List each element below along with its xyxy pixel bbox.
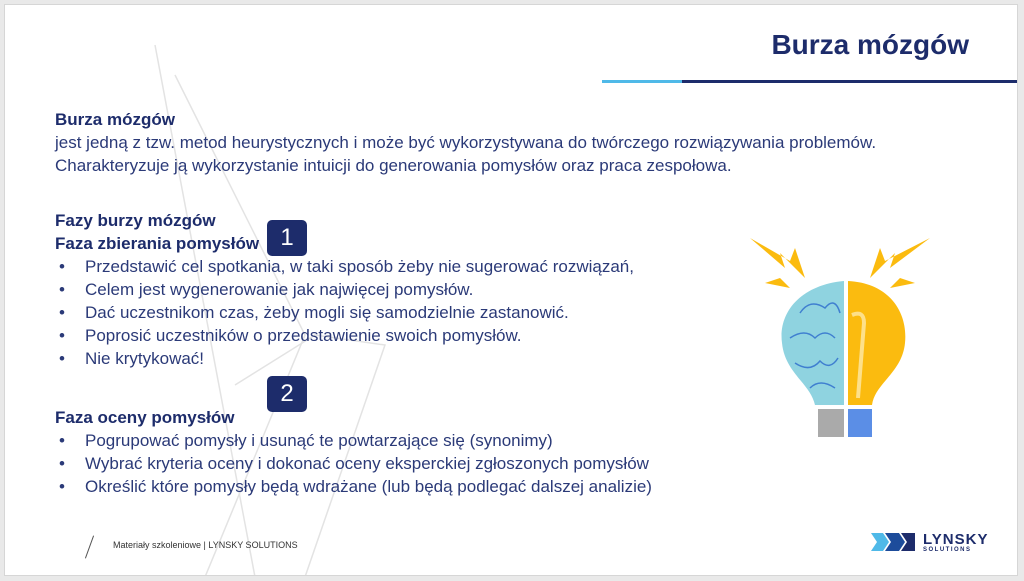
intro-line: jest jedną z tzw. metod heurystycznych i może być wykorzystywana do twórczego rozwiązywania problemów. — [55, 133, 877, 152]
brain-base — [818, 409, 844, 437]
logo-name: LYNSKY — [923, 530, 989, 548]
logo-chevron-icon — [871, 531, 917, 553]
logo-sub: SOLUTIONS — [923, 546, 972, 553]
bulb-half — [848, 281, 905, 405]
phase1-title: Faza zbierania pomysłów — [55, 234, 260, 253]
list-item: • Pogrupować pomysły i usunąć te powtarzające się (synonimy) — [55, 429, 652, 452]
company-logo — [871, 531, 988, 553]
list-item: • Wybrać kryteria oceny i dokonać oceny eksperckiej zgłoszonych pomysłów — [55, 452, 652, 475]
bulb-base — [848, 409, 872, 437]
footer-text: Materiały szkoleniowe | LYNSKY SOLUTIONS — [113, 540, 298, 550]
list-item: • Przedstawić cel spotkania, w taki sposób żeby nie sugerować rozwiązań, — [55, 255, 634, 278]
intro-heading: Burza mózgów — [55, 110, 175, 129]
list-item: • Nie krytykować! — [55, 347, 634, 370]
list-item: • Określić które pomysły będą wdrażane (lub będą podlegać dalszej analizie) — [55, 475, 652, 498]
page-title: Burza mózgów — [771, 29, 969, 60]
phase1-list — [55, 255, 634, 370]
slide — [4, 4, 1018, 576]
intro — [55, 108, 876, 177]
list-item: • Poprosić uczestników o przedstawienie swoich pomysłów. — [55, 324, 634, 347]
phase1 — [55, 209, 634, 370]
list-item: • Celem jest wygenerowanie jak najwięcej pomysłów. — [55, 278, 634, 301]
phase2-title: Faza oceny pomysłów — [55, 408, 235, 427]
phases-heading: Fazy burzy mózgów — [55, 211, 216, 230]
list-item: • Dać uczestnikom czas, żeby mogli się samodzielnie zastanowić. — [55, 301, 634, 324]
phase2-badge: 2 — [267, 376, 307, 412]
title-underline-accent — [602, 80, 682, 83]
intro-line: Charakteryzuje ją wykorzystanie intuicji do generowania pomysłów oraz praca zespołowa. — [55, 156, 732, 175]
phase2-list — [55, 429, 652, 498]
phase1-badge: 1 — [267, 220, 307, 256]
lightning-icon — [750, 238, 930, 288]
brain-bulb-illustration — [740, 233, 940, 443]
phase2 — [55, 406, 652, 498]
title-underline — [682, 80, 1018, 83]
